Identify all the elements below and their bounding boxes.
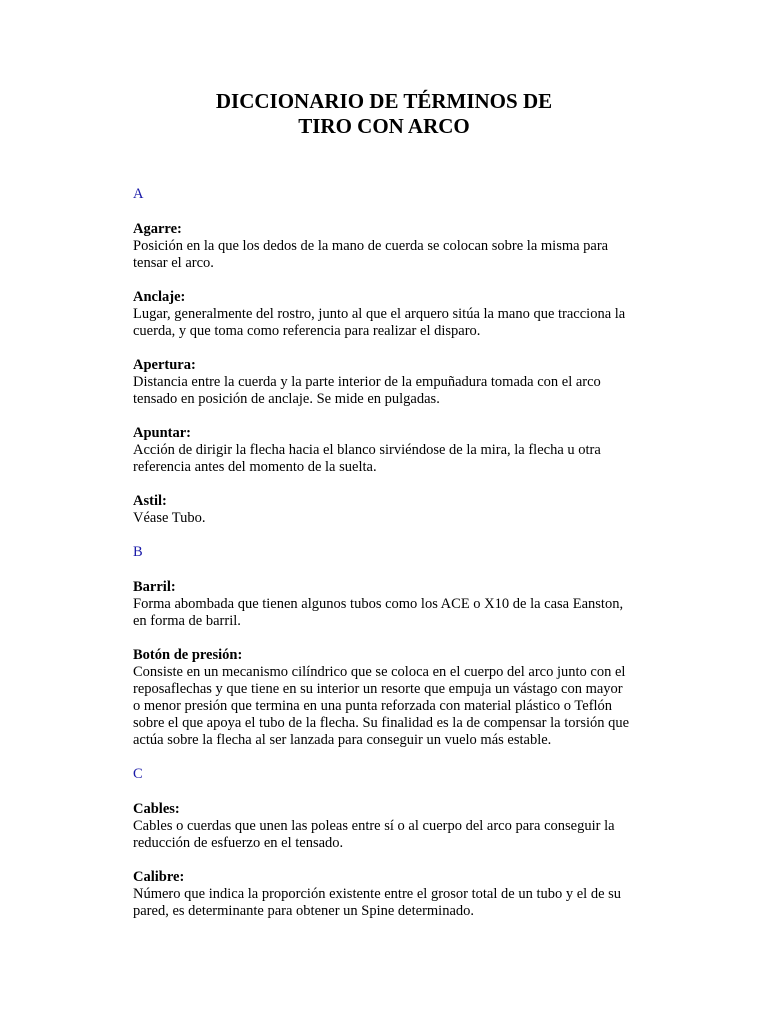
entry-term: Apuntar: bbox=[133, 425, 192, 441]
glossary-entry bbox=[133, 647, 633, 749]
entry-term: Calibre: bbox=[133, 869, 185, 885]
title-line-1: DICCIONARIO DE TÉRMINOS DE bbox=[215, 89, 553, 113]
glossary-entry bbox=[133, 579, 633, 630]
entry-definition: Número que indica la proporción existente entre el grosor total de un tubo y el de su pared, es determinante para obtener un Spine determinado. bbox=[133, 886, 622, 919]
entry-definition: Posición en la que los dedos de la mano de cuerda se colocan sobre la misma para tensar el arco. bbox=[133, 238, 609, 271]
section-letter-a: A bbox=[133, 186, 144, 202]
entry-term: Astil: bbox=[133, 493, 167, 509]
section-letter-b: B bbox=[133, 544, 143, 560]
entry-definition: Distancia entre la cuerda y la parte interior de la empuñadura tomada con el arco tensado en posición de anclaje. Se mide en pulgadas. bbox=[133, 374, 601, 407]
entry-definition: Forma abombada que tienen algunos tubos como los ACE o X10 de la casa Eanston, en forma de barril. bbox=[133, 596, 624, 629]
glossary-entry bbox=[133, 425, 633, 476]
entry-term: Cables: bbox=[133, 801, 180, 817]
entry-definition: Consiste en un mecanismo cilíndrico que se coloca en el cuerpo del arco junto con el reposaflechas y que tiene en su interior un resorte que empuja un vástago con mayor o menor presión que termina en una punta reforzada con material plástico o Teflón sobre el que apoya el tubo de la flecha. Su finalidad es la de compensar la torsión que actúa sobre la flecha al ser lanzada para conseguir un vuelo más estable. bbox=[133, 664, 630, 748]
glossary-entry bbox=[133, 289, 633, 340]
entry-term: Barril: bbox=[133, 579, 176, 595]
entry-definition: Cables o cuerdas que unen las poleas entre sí o al cuerpo del arco para conseguir la reducción de esfuerzo en el tensado. bbox=[133, 818, 615, 851]
glossary-entry bbox=[133, 801, 633, 852]
glossary-entry bbox=[133, 869, 633, 920]
title-line-2: TIRO CON ARCO bbox=[298, 114, 470, 138]
entry-term: Botón de presión: bbox=[133, 647, 243, 663]
entry-definition: Acción de dirigir la flecha hacia el blanco sirviéndose de la mira, la flecha u otra referencia antes del momento de la suelta. bbox=[133, 442, 601, 475]
entry-definition: Véase Tubo. bbox=[133, 510, 206, 526]
entry-term: Agarre: bbox=[133, 221, 182, 237]
entry-term: Apertura: bbox=[133, 357, 196, 373]
glossary-entry bbox=[133, 357, 633, 408]
glossary-entry bbox=[133, 221, 633, 272]
glossary-content bbox=[133, 186, 633, 937]
section-letter-c: C bbox=[133, 766, 143, 782]
glossary-entry bbox=[133, 493, 633, 527]
entry-term: Anclaje: bbox=[133, 289, 186, 305]
document-title bbox=[0, 89, 768, 139]
entry-definition: Lugar, generalmente del rostro, junto al que el arquero sitúa la mano que tracciona la cuerda, y que toma como referencia para realizar el disparo. bbox=[133, 306, 626, 339]
